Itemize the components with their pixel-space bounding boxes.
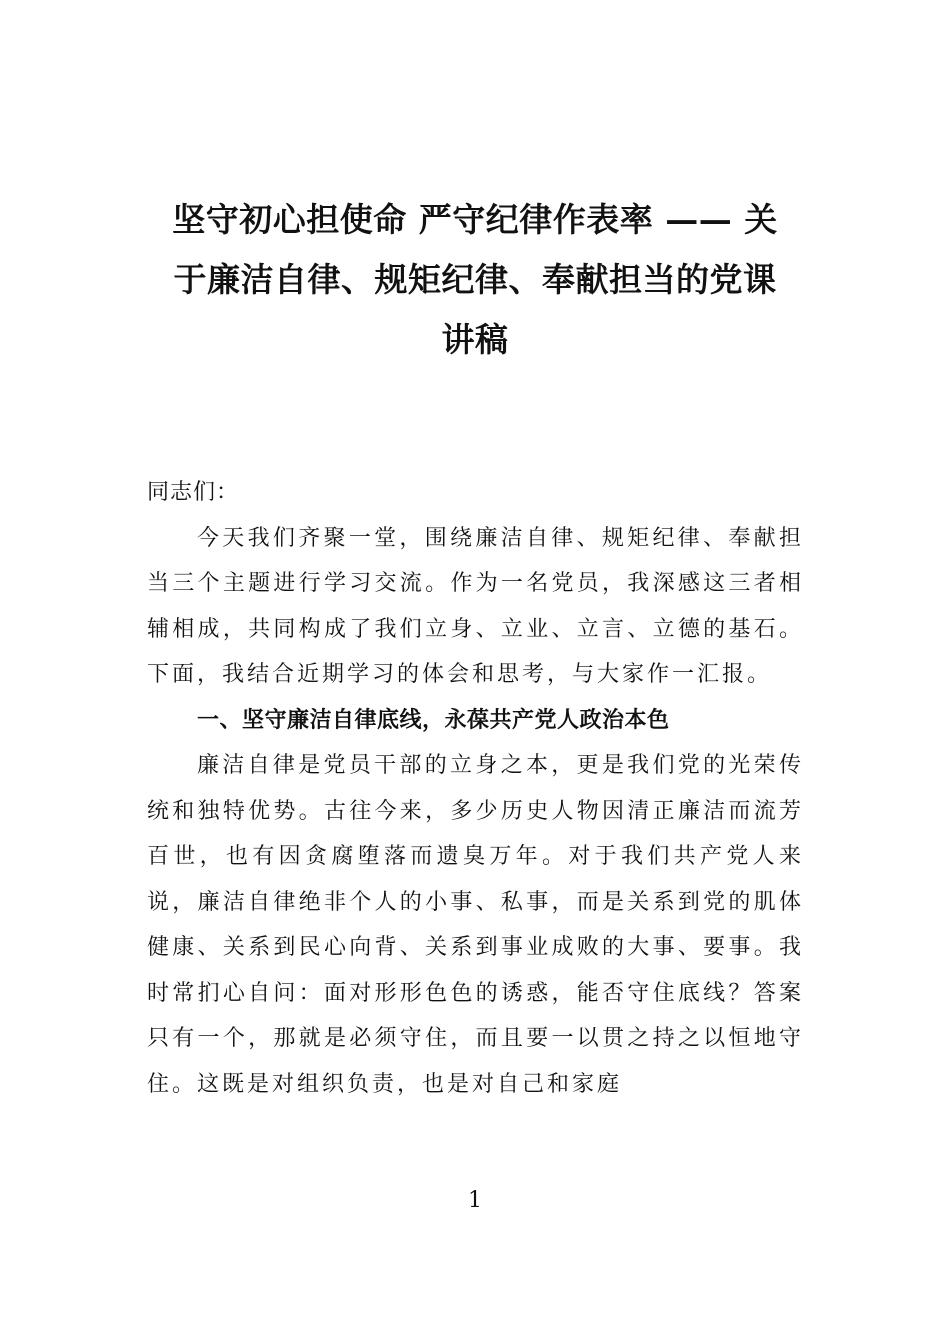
page-number: 1	[468, 1188, 482, 1213]
intro-paragraph: 今天我们齐聚一堂，围绕廉洁自律、规矩纪律、奉献担当三个主题进行学习交流。作为一名党员，我深感这三者相辅相成，共同构成了我们立身、立业、立言、立德的基石。下面，我结合近期学习的体会和思考，与大家作一汇报。	[147, 525, 804, 687]
title-line-3: 讲稿	[441, 320, 509, 359]
document-title	[140, 190, 810, 370]
section-1-paragraph: 廉洁自律是党员干部的立身之本，更是我们党的光荣传统和独特优势。古往今来，多少历史人物因清正廉洁而流芳百世，也有因贪腐堕落而遗臭万年。对于我们共产党人来说，廉洁自律绝非个人的小事、私事，而是关系到党的肌体健康、关系到民心向背、关系到事业成败的大事、要事。我时常扪心自问：面对形形色色的诱惑，能否守住底线？答案只有一个，那就是必须守住，而且要一以贯之持之以恒地守住。这既是对组织负责，也是对自己和家庭	[147, 753, 804, 1097]
title-line-1: 坚守初心担使命 严守纪律作表率 —— 关	[172, 200, 778, 239]
greeting: 同志们：	[147, 480, 240, 505]
document-body	[147, 470, 804, 1107]
section-1-heading: 一、坚守廉洁自律底线，永葆共产党人政治本色	[197, 707, 670, 733]
title-line-2: 于廉洁自律、规矩纪律、奉献担当的党课	[173, 260, 777, 299]
